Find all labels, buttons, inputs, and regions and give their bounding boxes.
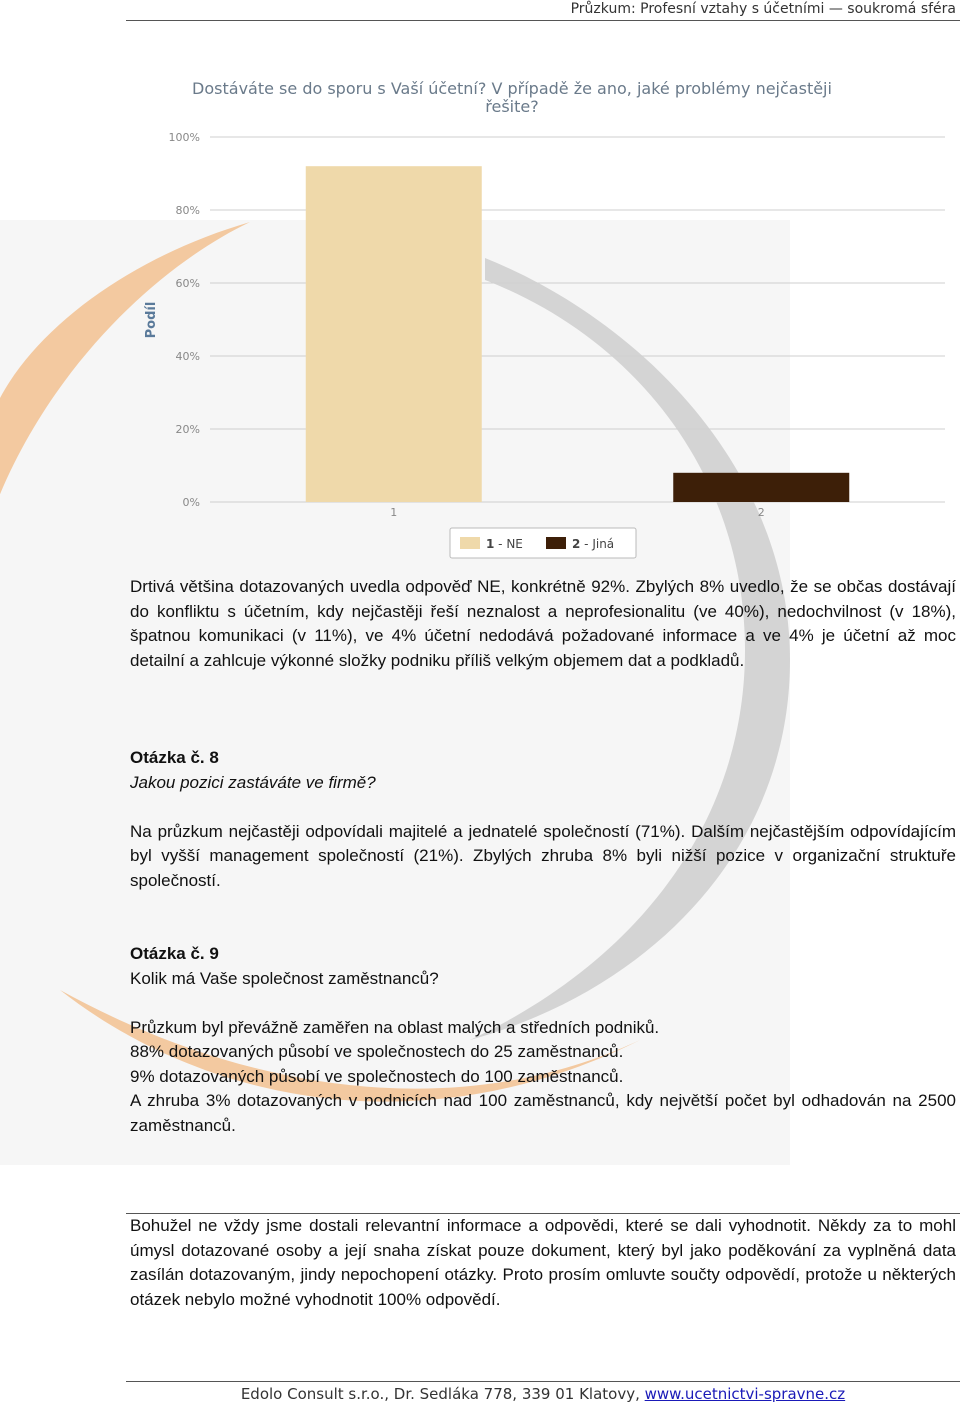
y-tick-label: 0%: [182, 496, 200, 509]
question-9-title: Otázka č. 9: [130, 944, 219, 963]
question-9-line: A zhruba 3% dotazovaných v podnicích nad 100 zaměstnanců, kdy největší počet byl odhadován na 2500 zaměstnanců.: [130, 1091, 956, 1135]
x-tick-label: 2: [757, 506, 765, 519]
chart-svg: [130, 70, 955, 565]
bar-2: [673, 473, 849, 502]
summary-text: Drtivá většina dotazovaných uvedla odpověď NE, konkrétně 92%. Zbylých 8% uvedlo, že se občas dostávají do konfliktu s účetním, kdy nejčastěji řeší neznalost a neprofesionalitu (ve 40%), nedochvilnost (v 18%), špatnou komunikaci (v 11%), ve 4% účetní nedodává požadované informace a ve 4% je účetní až moc detailní a zahlcuje výkonné složky podniku příliš velkým objemem dat a podkladů.: [130, 577, 956, 670]
question-9-line: Průzkum byl převážně zaměřen na oblast malých a středních podniků.: [130, 1017, 660, 1037]
x-tick-label: 1: [390, 506, 398, 519]
y-tick-label: 60%: [175, 277, 200, 290]
question-8-answer: Na průzkum nejčastěji odpovídali majitelé a jednatelé společností (71%). Dalším nejčastějším odpovídajícím byl vyšší management společností (21%). Zbylých zhruba 8% byli nižší pozice v organizační struktuře společností.: [130, 821, 956, 890]
question-9-text: Kolik má Vaše společnost zaměstnanců?: [130, 968, 439, 988]
question-8-section: [130, 746, 956, 893]
question-9-line: 9% dotazovaných působí ve společnostech do 100 zaměstnanců.: [130, 1066, 624, 1086]
question-8-text: Jakou pozici zastáváte ve firmě?: [130, 772, 376, 792]
y-tick-label: 80%: [175, 204, 200, 217]
legend-label: 2 - Jiná: [572, 537, 615, 551]
bar-chart: [130, 70, 955, 565]
paragraph-summary: [130, 575, 956, 673]
chart-ylabel: Podíl: [144, 301, 159, 339]
footer-address: Edolo Consult s.r.o., Dr. Sedláka 778, 339 01 Klatovy,: [240, 1385, 645, 1403]
note-section: [130, 1214, 956, 1312]
question-8-title: Otázka č. 8: [130, 748, 219, 767]
chart-grid: [169, 131, 945, 509]
note-text: Bohužel ne vždy jsme dostali relevantní informace a odpovědi, které se dali vyhodnotit. Někdy za to mohl úmysl dotazované osoby a její snaha získat pouze dokument, který byl jako poděkování za vyplněná data zasílán dotazovaným, jindy nepochopení otázky. Proto prosím omluvte součty odpovědí, protože u některých otázek nebylo možné vyhodnotit 100% odpovědí.: [130, 1216, 956, 1309]
legend-swatch: [460, 537, 480, 549]
y-tick-label: 20%: [175, 423, 200, 436]
chart-legend: [450, 528, 636, 558]
footer-website-link[interactable]: www.ucetnictvi-spravne.cz: [644, 1385, 846, 1403]
question-9-section: [130, 942, 956, 1138]
question-9-line: 88% dotazovaných působí ve společnostech do 25 zaměstnanců.: [130, 1042, 624, 1061]
chart-xticks: [390, 506, 765, 519]
legend-label: 1 - NE: [486, 537, 523, 551]
page-footer: [126, 1381, 960, 1403]
y-tick-label: 100%: [168, 131, 200, 144]
y-tick-label: 40%: [175, 350, 200, 363]
chart-title-line2: řešite?: [485, 97, 539, 116]
bar-1: [306, 166, 482, 502]
chart-bars: [306, 166, 850, 502]
header-title: Průzkum: Profesní vztahy s účetními — soukromá sféra: [570, 1, 956, 17]
chart-title: Dostáváte se do sporu s Vaší účetní? V případě že ano, jaké problémy nejčastěji: [192, 79, 832, 98]
legend-swatch: [546, 537, 566, 549]
page-header: [126, 0, 960, 21]
